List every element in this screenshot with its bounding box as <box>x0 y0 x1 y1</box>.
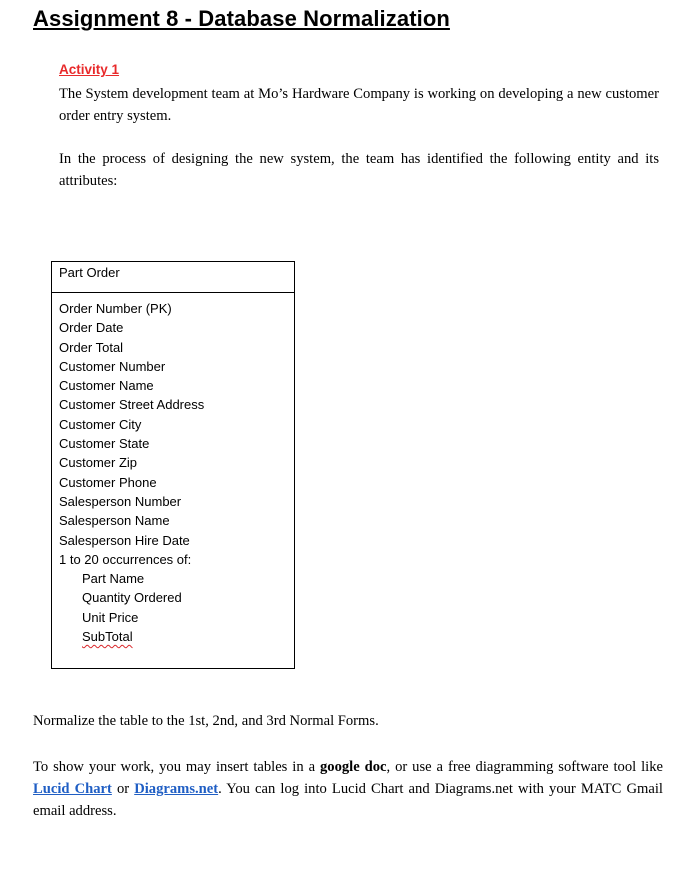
entity-name: Part Order <box>52 262 294 293</box>
tools-text-part1: To show your work, you may insert tables in a <box>33 759 320 775</box>
attribute-item: Customer Number <box>59 358 166 374</box>
attribute-item: Customer Street Address <box>59 397 205 413</box>
repeating-attribute-item <box>59 627 294 646</box>
repeating-attribute-item: Quantity Ordered <box>82 590 182 606</box>
lucid-chart-link[interactable]: Lucid Chart <box>33 781 112 797</box>
document-title: Assignment 8 - Database Normalization <box>33 6 450 31</box>
tools-paragraph <box>33 756 663 822</box>
spellcheck-flagged-word: SubTotal <box>82 629 133 645</box>
diagrams-net-link[interactable]: Diagrams.net <box>134 781 219 797</box>
attribute-list <box>52 293 294 646</box>
normalize-paragraph: Normalize the table to the 1st, 2nd, and 3rd Normal Forms. <box>33 713 379 729</box>
google-doc-emphasis: google doc <box>319 759 387 775</box>
tools-text-part4: . You can log into Lucid Chart and Diagrams.net with your MATC Gmail email address. <box>33 781 663 819</box>
intro-paragraph: The System development team at Mo’s Hardware Company is working on developing a new customer order entry system. <box>59 86 659 124</box>
attribute-item: Customer City <box>59 416 142 432</box>
attribute-item: Salesperson Number <box>59 493 182 509</box>
attribute-item: Order Date <box>59 320 124 336</box>
repeating-attribute-item: Part Name <box>82 571 145 587</box>
activity-heading: Activity 1 <box>59 62 120 77</box>
attribute-item: Order Number (PK) <box>59 301 172 316</box>
attribute-item: Customer Phone <box>59 474 157 490</box>
repeating-attribute-item: Unit Price <box>82 609 139 625</box>
entity-table <box>51 261 295 669</box>
attribute-item: Customer State <box>59 436 150 452</box>
tools-text-part3: or <box>111 781 135 797</box>
repeating-group-label: 1 to 20 occurrences of: <box>59 551 192 567</box>
attribute-item: Salesperson Name <box>59 513 170 529</box>
process-paragraph: In the process of designing the new system, the team has identified the following entity and its attributes: <box>59 151 659 189</box>
tools-text-part2: , or use a free diagramming software tool like <box>386 759 663 775</box>
attribute-item: Salesperson Hire Date <box>59 532 190 548</box>
attribute-item: Customer Name <box>59 378 154 394</box>
attribute-item: Customer Zip <box>59 455 138 471</box>
attribute-item: Order Total <box>59 339 124 355</box>
